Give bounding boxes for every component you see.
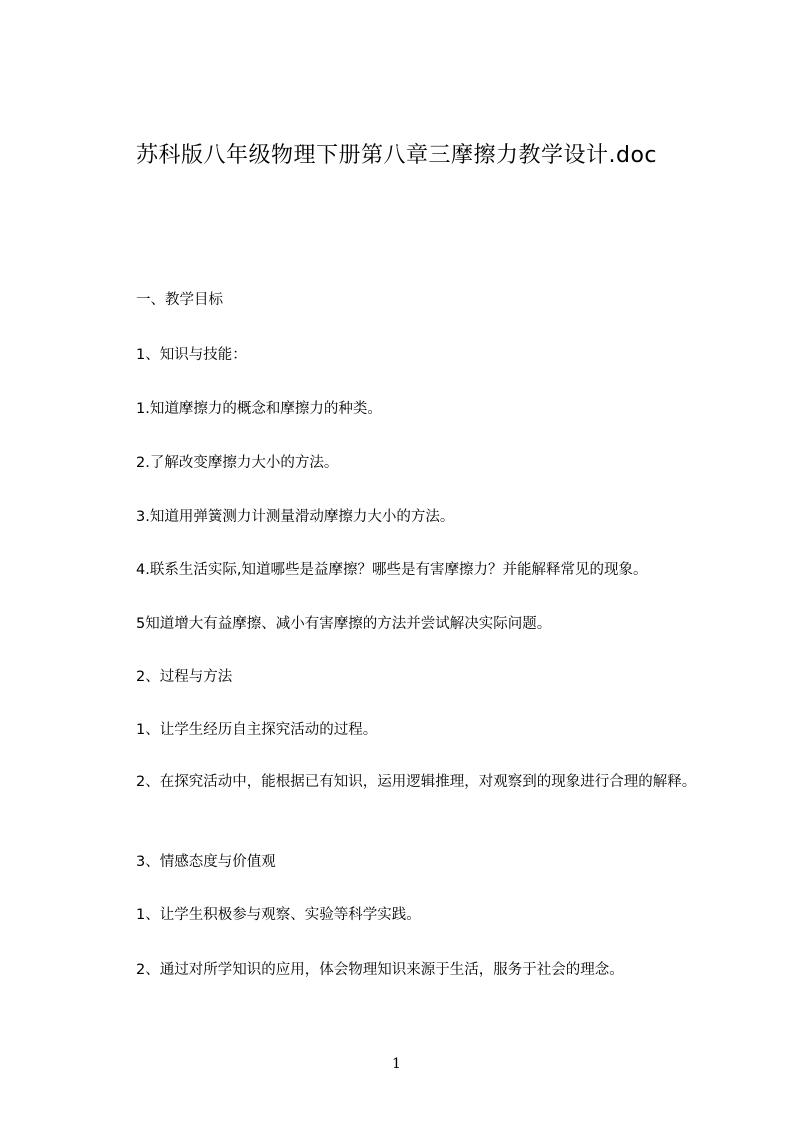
attitude-item-2: 2、通过对所学知识的应用，体会物理知识来源于生活，服务于社会的理念。 (136, 962, 624, 978)
document-title: 苏科版八年级物理下册第八章三摩擦力教学设计.doc (135, 143, 657, 168)
objective-item-5: 5知道增大有益摩擦、减小有害摩擦的方法并尝试解决实际问题。 (136, 616, 552, 632)
process-item-2: 2、在探究活动中，能根据已有知识，运用逻辑推理，对观察到的现象进行合理的解释。 (136, 774, 697, 790)
subsection-heading-knowledge-skills: 1、知识与技能： (136, 347, 247, 363)
objective-item-2: 2.了解改变摩擦力大小的方法。 (136, 455, 339, 471)
subsection-heading-process-methods: 2、过程与方法 (136, 669, 233, 685)
process-item-1: 1、让学生经历自主探究活动的过程。 (136, 722, 378, 738)
attitude-item-1: 1、让学生积极参与观察、实验等科学实践。 (136, 907, 421, 923)
objective-item-3: 3.知道用弹簧测力计测量滑动摩擦力大小的方法。 (136, 509, 455, 525)
subsection-heading-attitudes-values: 3、情感态度与价值观 (136, 854, 276, 870)
section-heading-objectives: 一、教学目标 (136, 292, 223, 308)
objective-item-4: 4.联系生活实际,知道哪些是益摩擦？哪些是有害摩擦力？并能解释常见的现象。 (136, 562, 648, 578)
objective-item-1: 1.知道摩擦力的概念和摩擦力的种类。 (136, 401, 382, 417)
page-number: 1 (392, 1056, 401, 1072)
